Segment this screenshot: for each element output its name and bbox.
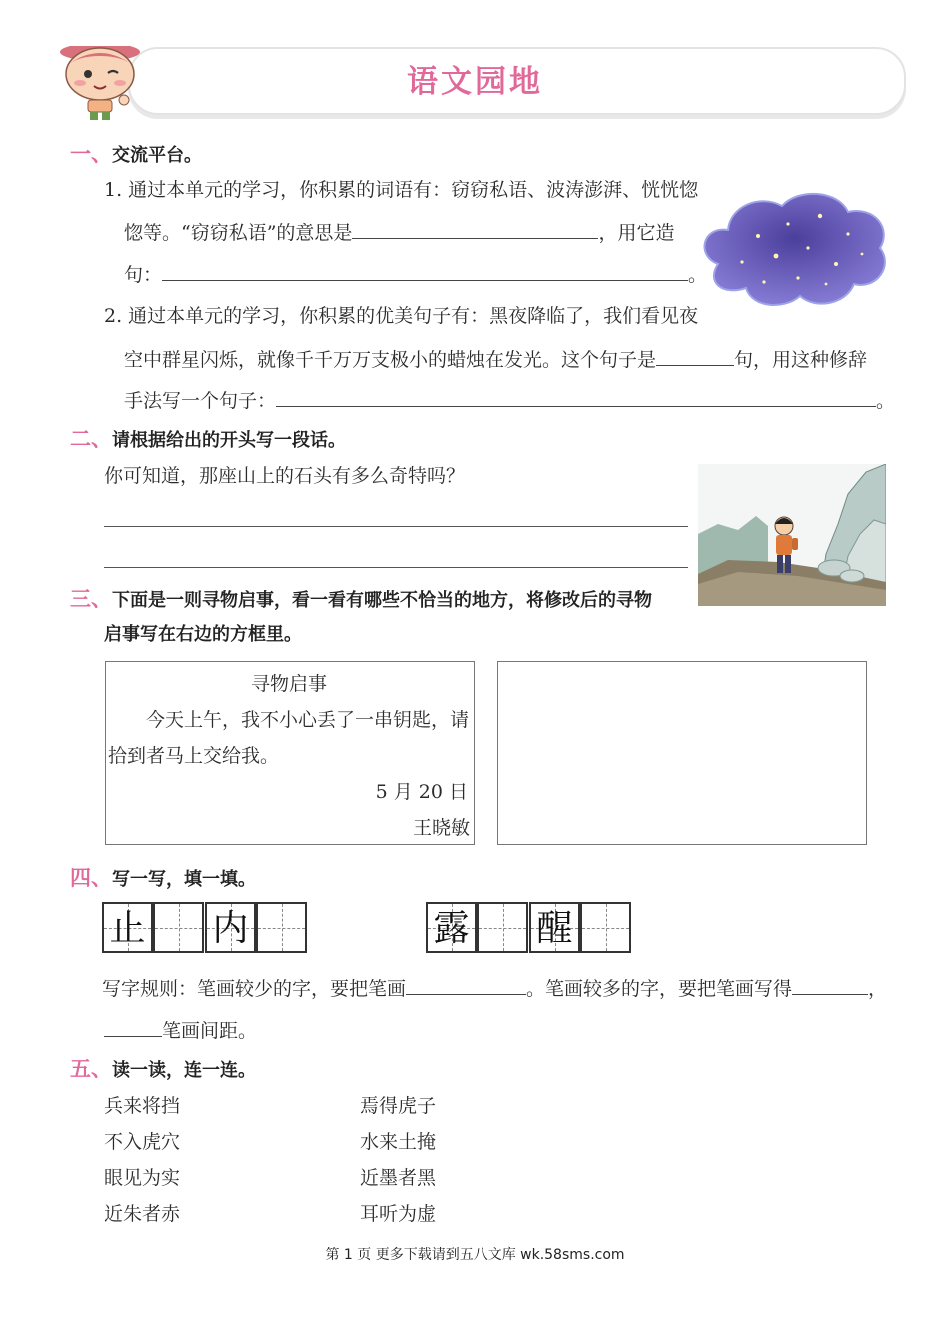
section3-heading: [70, 586, 652, 614]
notice-body-line1: 今天上午，我不小心丢了一串钥匙，请: [146, 709, 470, 731]
section2-number: 二、: [70, 427, 112, 451]
section4-heading: [70, 865, 256, 893]
writing-line-1[interactable]: [104, 526, 688, 527]
q2-line3-text: 手法写一个句子：: [124, 390, 277, 412]
rule-blank-2[interactable]: [792, 974, 868, 995]
idiom-left[interactable]: 近朱者赤: [104, 1203, 181, 1225]
q1-line2-text: 惚等。“窃窃私语”的意思是: [124, 222, 353, 244]
grid-cell-char: [205, 902, 256, 953]
section1-title: 交流平台。: [112, 145, 202, 166]
section4-title: 写一写，填一填。: [112, 869, 256, 890]
page-footer: 第 1 页 更多下载请到五八文库 wk.58sms.com: [325, 1247, 625, 1263]
grid-cell-empty[interactable]: [580, 902, 631, 953]
grid-cell-empty[interactable]: [153, 902, 204, 953]
grid-cell-empty[interactable]: [256, 902, 307, 953]
rule-text-a: 写字规则：笔画较少的字，要把笔画: [102, 978, 407, 1000]
rhetoric-sentence-blank[interactable]: [276, 386, 876, 407]
grid-cell-empty[interactable]: [477, 902, 528, 953]
revised-notice-answer-box[interactable]: [497, 661, 867, 845]
section5-title: 读一读，连一连。: [112, 1060, 256, 1081]
idiom-right[interactable]: 水来土掩: [360, 1131, 437, 1153]
grid-cell-char: [102, 902, 153, 953]
q1-line2-tail: ，用它造: [598, 222, 675, 244]
sentence-blank[interactable]: [162, 260, 688, 281]
section2-prompt: 你可知道，那座山上的石头有多么奇特吗？: [104, 465, 466, 487]
section2-heading: [70, 426, 346, 454]
rule-blank-3[interactable]: [104, 1016, 162, 1037]
q2-line2-text: 空中群星闪烁，就像千千万万支极小的蜡烛在发光。这个句子是: [124, 349, 657, 371]
notice-body-line2: 拾到者马上交给我。: [108, 745, 280, 767]
section4-number: 四、: [70, 866, 112, 890]
tianzige-grid-right: [426, 902, 632, 953]
idiom-left[interactable]: 眼见为实: [104, 1167, 181, 1189]
writing-line-2[interactable]: [104, 567, 688, 568]
section5-heading: [70, 1056, 256, 1084]
idiom-left[interactable]: 兵来将挡: [104, 1095, 181, 1117]
writing-rule-line2: [104, 1016, 257, 1045]
q1-line3: [124, 260, 707, 289]
section5-number: 五、: [70, 1057, 112, 1081]
idiom-right[interactable]: 焉得虎子: [360, 1095, 437, 1117]
notice-signer: 王晓敏: [412, 817, 470, 839]
lost-notice-box: [105, 661, 475, 845]
section1-heading: [70, 141, 202, 169]
section3-title-line1: 下面是一则寻物启事，看一看有哪些不恰当的地方，将修改后的寻物: [112, 590, 652, 611]
page-title: 语文园地: [407, 64, 543, 100]
rule-text-d: 笔画间距。: [162, 1020, 258, 1042]
section2-title: 请根据给出的开头写一段话。: [112, 430, 346, 451]
mountain-boy-illustration: [698, 464, 886, 606]
grid-char: 止: [109, 908, 146, 949]
rule-blank-1[interactable]: [406, 974, 526, 995]
q2-line3-end: 。: [876, 390, 896, 412]
idiom-right[interactable]: 近墨者黑: [360, 1167, 437, 1189]
section3-number: 三、: [70, 587, 112, 611]
section3-title-line2: 启事写在右边的方框里。: [104, 624, 302, 645]
q1-line2: [124, 218, 674, 247]
rule-text-b: 。笔画较多的字，要把笔画写得: [526, 978, 793, 1000]
q1-line3-end: 。: [688, 264, 708, 286]
grid-char: 醒: [536, 908, 573, 949]
q2-line2-tail: 句，用这种修辞: [734, 349, 868, 371]
idiom-left[interactable]: 不入虎穴: [104, 1131, 181, 1153]
rule-text-c: ，: [868, 978, 888, 1000]
starry-sky-icon: [698, 186, 888, 312]
notice-heading: 寻物启事: [250, 673, 327, 695]
notice-date: 5 月 20 日: [375, 781, 468, 803]
section1-number: 一、: [70, 142, 112, 166]
rhetoric-blank[interactable]: [656, 345, 734, 366]
writing-rule-line1: [102, 974, 887, 1003]
q2-line1: 2. 通过本单元的学习，你积累的优美句子有：黑夜降临了，我们看见夜: [104, 305, 699, 327]
grid-cell-char: [529, 902, 580, 953]
q2-line2: [124, 345, 867, 374]
grid-char: 内: [212, 908, 249, 949]
tianzige-grid-left: [102, 902, 308, 953]
q2-line3: [124, 386, 895, 415]
grid-char: 露: [433, 908, 470, 949]
meaning-blank[interactable]: [352, 218, 598, 239]
mascot-girl-icon: [52, 46, 148, 120]
grid-cell-char: [426, 902, 477, 953]
idiom-right[interactable]: 耳听为虚: [360, 1203, 437, 1225]
q1-line1: 1. 通过本单元的学习，你积累的词语有：窃窃私语、波涛澎湃、恍恍惚: [104, 179, 699, 201]
q1-line3-text: 句：: [124, 264, 163, 286]
